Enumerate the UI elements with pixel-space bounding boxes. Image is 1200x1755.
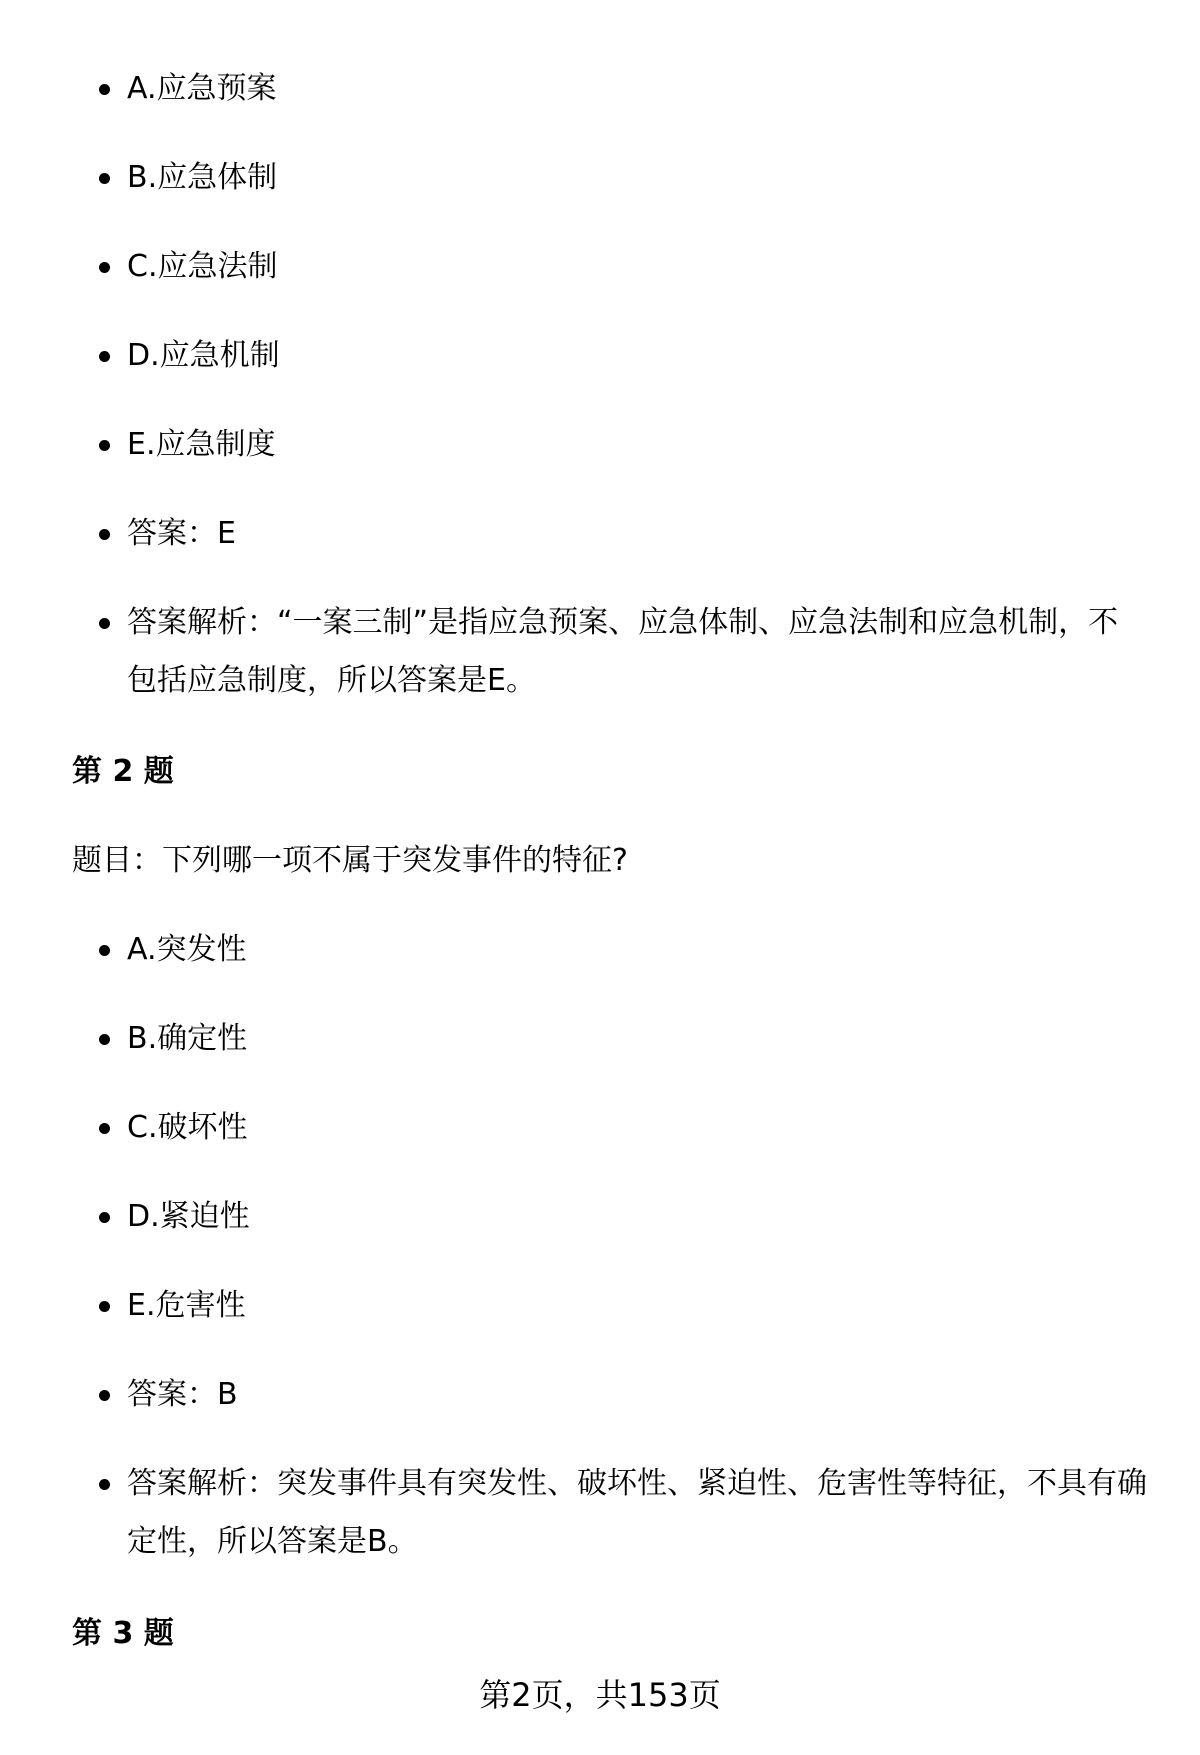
q2-option-b: B.确定性	[127, 1010, 1147, 1068]
q2-question: 题目：下列哪一项不属于突发事件的特征?	[72, 843, 628, 878]
q1-option-a: A.应急预案	[127, 60, 1147, 118]
q1-analysis: 答案解析：“一案三制”是指应急预案、应急体制、应急法制和应急机制，不包括应急制度，所以答案是E。	[127, 594, 1147, 710]
page-footer: 第2页，共153页	[479, 1676, 721, 1714]
q2-option-c: C.破坏性	[127, 1099, 1147, 1157]
q1-option-b: B.应急体制	[127, 149, 1147, 207]
q1-answer: 答案：E	[127, 505, 1147, 563]
q2-option-e: E.危害性	[127, 1277, 1147, 1335]
q1-option-d: D.应急机制	[127, 327, 1147, 385]
q1-option-c: C.应急法制	[127, 238, 1147, 296]
q1-option-e: E.应急制度	[127, 416, 1147, 474]
q2-answer: 答案：B	[127, 1366, 1147, 1424]
q2-option-a: A.突发性	[127, 921, 1147, 979]
q2-heading: 第 2 题	[72, 754, 174, 789]
q3-heading: 第 3 题	[72, 1616, 174, 1651]
q2-option-d: D.紧迫性	[127, 1188, 1147, 1246]
q2-analysis: 答案解析：突发事件具有突发性、破坏性、紧迫性、危害性等特征，不具有确定性，所以答案是B。	[127, 1455, 1147, 1571]
